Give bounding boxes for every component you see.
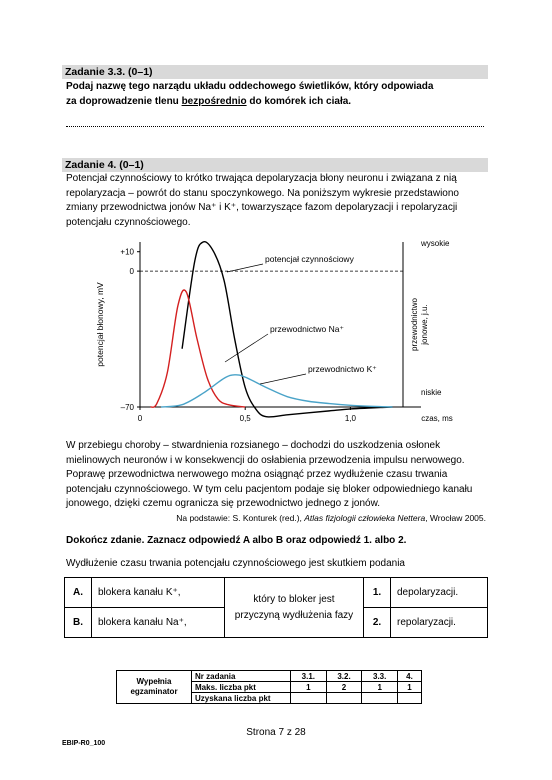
task-4-body bbox=[66, 439, 496, 512]
exam-cell: 3.1. bbox=[291, 671, 327, 682]
legend-pointer bbox=[225, 334, 268, 362]
potassium-conductance-line bbox=[161, 375, 392, 407]
y-axis-label-right-1: przewodnictwo bbox=[410, 298, 419, 351]
option-1-number[interactable]: 1. bbox=[364, 578, 391, 608]
question-stem: Wydłużenie czasu trwania potencjału czynnościowego jest skutkiem podania bbox=[66, 558, 405, 569]
exam-cell: 1 bbox=[398, 682, 422, 693]
exam-cell: 3.2. bbox=[326, 671, 362, 682]
legend-sodium: przewodnictwo Na⁺ bbox=[270, 324, 344, 334]
x-axis-label: czas, ms bbox=[421, 414, 453, 423]
right-top-label: wysokie bbox=[421, 239, 450, 248]
body-line: W przebiegu choroby – stwardnienia rozsianego – dochodzi do uszkodzenia osłonek bbox=[66, 440, 441, 451]
option-b-text[interactable]: blokera kanału Na⁺, bbox=[92, 608, 225, 638]
exam-code: EBIP-R0_100 bbox=[62, 740, 106, 747]
task-3-3-header: Zadanie 3.3. (0–1) bbox=[62, 65, 488, 79]
examiner-label: Wypełnia egzaminator bbox=[117, 671, 192, 704]
legend-potassium: przewodnictwo K⁺ bbox=[308, 364, 377, 374]
exam-input-cell[interactable] bbox=[291, 693, 327, 704]
x-tick-label: 0,5 bbox=[239, 414, 251, 423]
task-4-header: Zadanie 4. (0–1) bbox=[62, 158, 488, 172]
exam-cell: 2 bbox=[326, 682, 362, 693]
body-line: jonowego, dzięki czemu ogranicza się przewodnictwo jednego z jonów. bbox=[66, 498, 381, 509]
x-tick-label: 1,0 bbox=[344, 414, 356, 423]
exam-input-cell[interactable] bbox=[398, 693, 422, 704]
examiner-table bbox=[116, 670, 422, 704]
middle-clause: który to bloker jest przyczyną wydłużenia fazy bbox=[225, 578, 364, 638]
exam-cell: 1 bbox=[291, 682, 327, 693]
intro-line: repolaryzacja – powrót do stanu spoczynkowego. Na poniższym wykresie przedstawiono bbox=[66, 187, 459, 199]
y-axis-label-left: potencjał błonowy, mV bbox=[95, 282, 105, 367]
source-citation: Na podstawie: S. Konturek (red.), Atlas fizjologii człowieka Nettera, Wrocław 2005. bbox=[176, 513, 486, 523]
exam-input-cell[interactable] bbox=[362, 693, 398, 704]
exam-row-header: Uzyskana liczba pkt bbox=[192, 693, 291, 704]
exam-row-header: Nr zadania bbox=[192, 671, 291, 682]
y-tick-label: +10 bbox=[120, 247, 134, 257]
option-a-letter[interactable]: A. bbox=[65, 578, 92, 608]
intro-line: zmiany przewodnictwa jonów Na⁺ i K⁺, towarzyszące fazom depolaryzacji i repolaryzacji bbox=[66, 202, 458, 213]
exam-cell: 3.3. bbox=[362, 671, 398, 682]
y-tick-label: –70 bbox=[120, 403, 134, 412]
intro-line: potencjału czynnościowego. bbox=[66, 216, 191, 228]
y-axis-label-right-2: jonowe, j.u. bbox=[420, 304, 429, 345]
x-tick-label: 0 bbox=[137, 414, 143, 423]
option-1-text[interactable]: depolaryzacji. bbox=[391, 578, 488, 608]
option-2-number[interactable]: 2. bbox=[364, 608, 391, 638]
intro-line: Potencjał czynnościowy to krótko trwająca depolaryzacja błony neuronu i związana z nią bbox=[66, 173, 457, 184]
option-2-text[interactable]: repolaryzacji. bbox=[391, 608, 488, 638]
answer-table bbox=[64, 577, 488, 638]
y-tick-label: 0 bbox=[129, 267, 134, 277]
sodium-conductance-line bbox=[151, 290, 246, 407]
task-3-3-line-1: Podaj nazwę tego narządu układu oddechowego świetlików, który odpowiada bbox=[66, 81, 434, 92]
task-3-3-question bbox=[66, 80, 496, 109]
instruction: Dokończ zdanie. Zaznacz odpowiedź A albo B oraz odpowiedź 1. albo 2. bbox=[66, 535, 407, 546]
underlined-word: bezpośrednio bbox=[181, 95, 247, 107]
body-line: potencjału czynnościowego. W tym celu pacjentom podaje się bloker odpowiedniego kanału bbox=[66, 483, 473, 495]
exam-row-header: Maks. liczba pkt bbox=[192, 682, 291, 693]
legend-action-potential: potencjał czynnościowy bbox=[265, 254, 354, 264]
option-b-letter[interactable]: B. bbox=[65, 608, 92, 638]
answer-line[interactable] bbox=[66, 126, 484, 127]
exam-cell: 4. bbox=[398, 671, 422, 682]
task-3-3-line-2: za doprowadzenie tlenu bezpośrednio do komórek ich ciała. bbox=[66, 95, 352, 107]
exam-cell: 1 bbox=[362, 682, 398, 693]
action-potential-chart bbox=[75, 232, 475, 432]
option-a-text[interactable]: blokera kanału K⁺, bbox=[92, 578, 225, 608]
page-number: Strona 7 z 28 bbox=[246, 727, 306, 738]
body-line: Poprawę przewodnictwa nerwowego można osiągnąć przez wydłużenie czasu trwania bbox=[66, 469, 448, 480]
body-line: mielinowych neuronów i w konsekwencji do osłabienia przewodzenia impulsu nerwowego. bbox=[66, 454, 465, 466]
legend-pointer bbox=[260, 374, 306, 384]
right-bottom-label: niskie bbox=[421, 388, 442, 397]
task-4-intro bbox=[66, 172, 496, 230]
exam-input-cell[interactable] bbox=[326, 693, 362, 704]
